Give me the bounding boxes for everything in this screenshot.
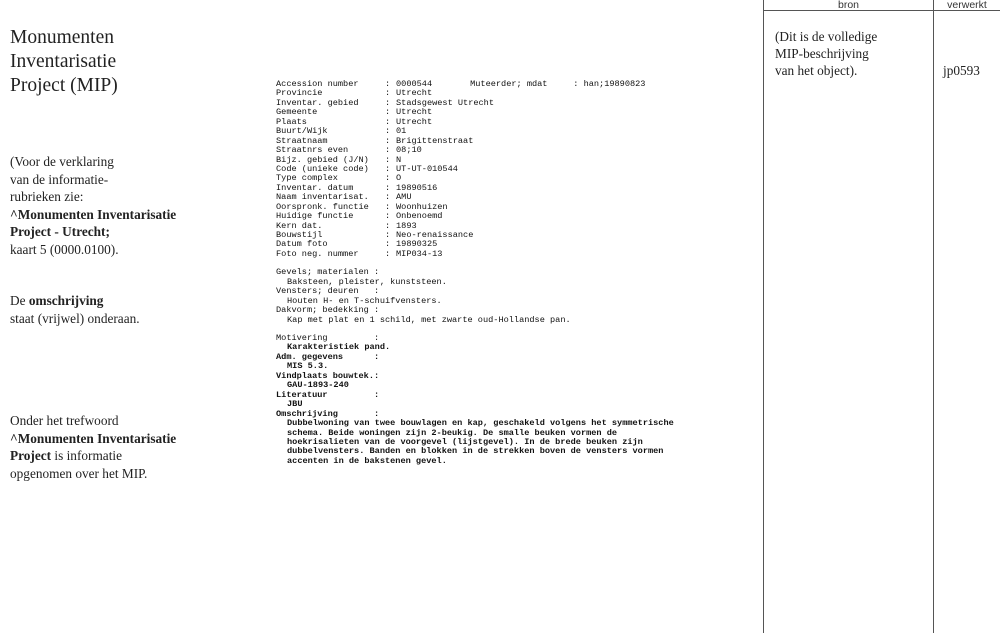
note-reference: ^Monumenten Inventarisatie [10, 430, 177, 446]
field-label: Naam inventarisat. [276, 192, 369, 203]
note-text: De [10, 293, 29, 308]
title-line: Inventarisatie [10, 51, 117, 72]
verwerkt-header: verwerkt [947, 0, 987, 11]
record-field-row [276, 250, 756, 259]
record-field-row [276, 212, 756, 221]
omschrijving-line: schema. Beide woningen zijn 2-beukig. De smalle beuken vormen de [287, 427, 618, 438]
field-label: Datum foto [276, 239, 328, 250]
keyword-note [10, 412, 210, 482]
vensters-label: Vensters; deuren : [276, 286, 380, 297]
field-value: Brigittenstraat [396, 135, 474, 146]
vindplaats-label: Vindplaats bouwtek.: [276, 370, 380, 381]
record-field-row [276, 127, 756, 136]
note-line: rubrieken zie: [10, 189, 84, 204]
field-separator: : [385, 116, 396, 127]
bron-text [775, 28, 925, 79]
field-label: Buurt/Wijk [276, 126, 328, 137]
field-label: Provincie [276, 88, 323, 99]
field-label: Gemeente [276, 107, 318, 118]
field-separator: : [385, 230, 396, 240]
field-label: Straatnaam [276, 135, 328, 146]
adm-value: MIS 5.3. [287, 361, 329, 372]
field-separator: : [385, 163, 396, 174]
record-field-row [276, 99, 756, 108]
field-value: AMU [396, 192, 412, 203]
field-separator: : [385, 145, 396, 156]
field-label: Type complex [276, 173, 338, 184]
field-label: Code (unieke code) [276, 163, 369, 174]
dakvorm-label: Dakvorm; bedekking : [276, 305, 380, 316]
field-value: Neo-renaissance [396, 230, 474, 240]
field-label: Straatnrs even [276, 145, 349, 156]
vindplaats-value: GAU-1893-240 [287, 380, 349, 391]
field-separator: : [385, 97, 396, 108]
verwerkt-value: jp0593 [943, 63, 980, 78]
note-line: kaart 5 (0000.0100). [10, 241, 119, 257]
record-field-row [276, 80, 756, 89]
record-fields [276, 80, 756, 259]
field-separator: : [385, 88, 396, 99]
field-value: Onbenoemd [396, 211, 443, 222]
omschrijving-line: hoekrisalieten van de voorgevel (lijstgevel). In de brede beuken zijn [287, 437, 643, 448]
field-value: 0000544 [396, 79, 433, 89]
field-value: 01 [396, 126, 407, 137]
note-reference: Project - Utrecht; [10, 224, 110, 239]
field-separator: : [385, 220, 396, 231]
omschrijving-line: dubbelvensters. Banden en blokken in de strekken boven de vensters vormen [287, 446, 664, 457]
field-value: Utrecht [396, 107, 433, 118]
literatuur-label: Literatuur : [276, 389, 380, 400]
field-value: O [396, 173, 402, 184]
note-keyword: omschrijving [28, 293, 104, 308]
field-separator: : [385, 201, 396, 212]
record-field-row [276, 118, 756, 127]
record-field-row [276, 137, 756, 146]
motivering-label: Motivering : [276, 333, 380, 344]
omschrijving-line: accenten in de bakstenen gevel. [287, 455, 447, 466]
dakvorm-value: Kap met plat en 1 schild, met zwarte oud-Hollandse pan. [287, 314, 571, 325]
bron-line: van het object). [775, 63, 858, 78]
field-separator: : [385, 135, 396, 146]
bron-line: (Dit is de volledige [775, 29, 878, 44]
gevels-value: Baksteen, pleister, kunststeen. [287, 276, 447, 287]
record-field-row [276, 165, 756, 174]
field-separator: : [385, 79, 396, 89]
record-field-row [276, 222, 756, 231]
vensters-value: Houten H- en T-schuifvensters. [287, 295, 442, 306]
bron-column-divider [763, 0, 764, 633]
field-value: UT-UT-010544 [396, 163, 458, 174]
record-field-row [276, 231, 756, 240]
field-separator: : [385, 192, 396, 203]
field-value: 08;10 [396, 145, 422, 156]
field-label: Inventar. gebied [276, 97, 359, 108]
field-value: N [396, 154, 402, 165]
field-label: Bijz. gebied (J/N) [276, 154, 369, 165]
note-reference: Project [10, 448, 52, 463]
field-label: Bouwstijl [276, 230, 323, 240]
note-line: van de informatie- [10, 171, 109, 187]
field-value: Utrecht [396, 88, 433, 99]
description-note [10, 292, 210, 327]
title-line: Project (MIP) [10, 75, 118, 96]
note-reference: ^Monumenten Inventarisatie [10, 206, 177, 222]
omschrijving-label: Omschrijving : [276, 408, 380, 419]
bron-line: MIP-beschrijving [775, 46, 869, 61]
field-separator: : [385, 248, 396, 259]
explanation-note [10, 153, 210, 258]
field-separator: : [385, 126, 396, 137]
field-label: Plaats [276, 116, 307, 127]
field-value: MIP034-13 [396, 248, 443, 259]
field-value: Stadsgewest Utrecht [396, 97, 494, 108]
field-label: Accession number [276, 79, 359, 89]
field-label: Inventar. datum [276, 182, 354, 193]
field-separator: : [385, 107, 396, 118]
note-line: staat (vrijwel) onderaan. [10, 310, 140, 326]
note-text: is informatie [51, 448, 122, 463]
note-line: Onder het trefwoord [10, 413, 119, 428]
note-line: (Voor de verklaring [10, 154, 114, 169]
field-label: Huidige functie [276, 211, 354, 222]
gevels-label: Gevels; materialen : [276, 267, 380, 278]
verwerkt-column-divider [933, 0, 934, 633]
title-line: Monumenten [10, 27, 114, 48]
mip-record [276, 80, 756, 466]
field-value: Utrecht [396, 116, 433, 127]
field-separator: : [385, 182, 396, 193]
page-title [10, 26, 210, 98]
bron-header: bron [837, 0, 859, 11]
field-value: 1893 [396, 220, 417, 231]
field-extra: Muteerder; mdat : han;19890823 [470, 79, 646, 89]
record-field-row [276, 108, 756, 117]
field-separator: : [385, 239, 396, 250]
field-separator: : [385, 173, 396, 184]
note-line: opgenomen over het MIP. [10, 465, 148, 481]
field-value: 19890516 [396, 182, 438, 193]
literatuur-value: JBU [287, 399, 303, 410]
field-label: Oorspronk. functie [276, 201, 369, 212]
field-value: 19890325 [396, 239, 438, 250]
field-value: Woonhuizen [396, 201, 448, 212]
field-label: Kern dat. [276, 220, 323, 231]
motivering-value: Karakteristiek pand. [287, 342, 391, 353]
adm-label: Adm. gegevens : [276, 351, 380, 362]
field-label: Foto neg. nummer [276, 248, 359, 259]
field-separator: : [385, 154, 396, 165]
field-separator: : [385, 211, 396, 222]
omschrijving-line: Dubbelwoning van twee bouwlagen en kap, geschakeld volgens het symmetrische [287, 418, 674, 429]
